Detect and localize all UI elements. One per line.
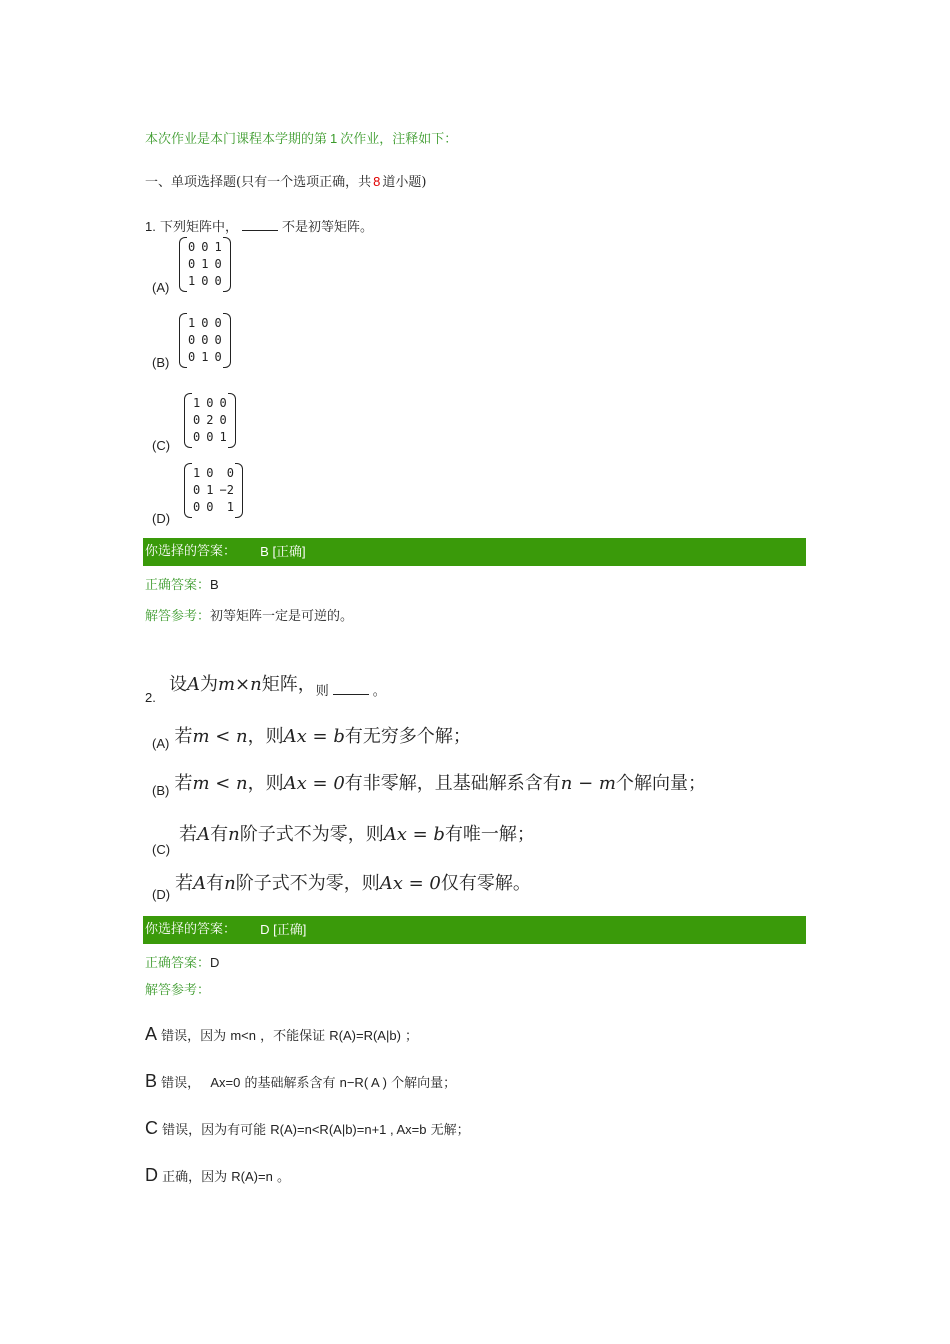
right-bracket <box>223 237 231 292</box>
q2-option-a: $_{(A)}$ 若m < n，则Ax = b有无穷多个解； <box>152 726 471 751</box>
answer-blank <box>333 682 369 695</box>
answer-blank <box>242 218 278 231</box>
matrix-cell: −2 <box>219 483 234 497</box>
q1-option-matrix-d <box>190 465 237 516</box>
matrix-cell: 0 <box>193 483 201 497</box>
q1-option-label-d: (D) <box>152 511 171 526</box>
q1-option-label-c: (C) <box>152 438 171 453</box>
right-bracket <box>235 463 243 518</box>
right-bracket <box>223 313 231 368</box>
matrix-cell: 0 <box>201 274 209 288</box>
matrix-cell: 0 <box>206 396 214 410</box>
q2-option-c: $_{(C)}$ 若A有n阶子式不为零，则Ax = b有唯一解； <box>152 824 535 857</box>
question-2-correct-answer: 正确答案：D <box>145 955 220 971</box>
matrix-cell: 1 <box>193 396 201 410</box>
matrix-cell: 0 <box>219 396 227 410</box>
matrix-cell: 0 <box>206 430 214 444</box>
matrix-cell: 0 <box>219 413 227 427</box>
question-1-stem: 1. 下列矩阵中， 不是初等矩阵。 <box>145 219 374 235</box>
matrix-cell: 1 <box>201 257 209 271</box>
q2-option-d: $_{(D)}$ 若A有n阶子式不为零，则Ax = 0仅有零解。 <box>152 873 531 902</box>
matrix-cell: 0 <box>226 466 234 480</box>
q1-option-matrix-c <box>190 395 230 446</box>
intro-line: 本次作业是本门课程本学期的第 1 次作业，注释如下： <box>145 131 458 147</box>
explanation-a: A 错误，因为 m<n ，不能保证 R(A)=R(A|b) ； <box>145 1024 419 1044</box>
matrix-cell: 0 <box>206 500 214 514</box>
left-bracket <box>179 237 187 292</box>
matrix-cell: 0 <box>214 333 222 347</box>
matrix-cell: 1 <box>188 316 196 330</box>
matrix-cell: 0 <box>214 350 222 364</box>
matrix-cell: 0 <box>201 240 209 254</box>
question-1-result-bar: 你选择的答案： B [正确] <box>143 538 806 566</box>
matrix-cell: 1 <box>206 483 214 497</box>
matrix-cell: 2 <box>206 413 214 427</box>
matrix-cell: 0 <box>214 257 222 271</box>
section-heading: 一、单项选择题(只有一个选项正确，共 8 道小题) <box>145 174 427 190</box>
q1-option-matrix-a <box>185 239 225 290</box>
matrix-cell: 0 <box>193 500 201 514</box>
question-2-reference-label: 解答参考： <box>145 983 211 998</box>
matrix-cell: 0 <box>206 466 214 480</box>
matrix-cell: 1 <box>226 500 234 514</box>
matrix-cell: 0 <box>214 274 222 288</box>
question-1-reference: 解答参考：初等矩阵一定是可逆的。 <box>145 609 354 624</box>
left-bracket <box>184 463 192 518</box>
q1-option-matrix-b <box>185 315 225 366</box>
matrix-cell: 0 <box>188 257 196 271</box>
q2-option-b: $_{(B)}$ 若m < n，则Ax = 0有非零解，且基础解系含有n − m个解向量； <box>152 773 706 798</box>
question-2-result-bar: 你选择的答案： D [正确] <box>143 916 806 944</box>
matrix-cell: 0 <box>193 430 201 444</box>
left-bracket <box>179 313 187 368</box>
matrix-cell: 1 <box>193 466 201 480</box>
question-2-stem: $_{2.}$ 设A为m×n矩阵，$_则$ $_。$ <box>145 674 386 705</box>
matrix-cell: 0 <box>188 240 196 254</box>
left-bracket <box>184 393 192 448</box>
q1-option-label-b: (B) <box>152 355 170 370</box>
matrix-cell: 0 <box>201 333 209 347</box>
q1-option-label-a: (A) <box>152 280 170 295</box>
right-bracket <box>228 393 236 448</box>
matrix-cell: 0 <box>188 350 196 364</box>
matrix-cell: 0 <box>188 333 196 347</box>
matrix-cell: 1 <box>188 274 196 288</box>
matrix-cell: 0 <box>214 316 222 330</box>
matrix-cell: 1 <box>201 350 209 364</box>
question-1-correct-answer: 正确答案：B <box>145 577 219 593</box>
matrix-cell: 0 <box>201 316 209 330</box>
matrix-cell: 0 <box>193 413 201 427</box>
matrix-cell: 1 <box>219 430 227 444</box>
matrix-cell: 1 <box>214 240 222 254</box>
explanation-c: C 错误，因为有可能 R(A)=n<R(A|b)=n+1 , Ax=b 无解； <box>145 1118 470 1138</box>
explanation-b: B 错误， Ax=0 的基础解系含有 n−R( A ) 个解向量； <box>145 1071 457 1091</box>
explanation-d: D 正确，因为 R(A)=n 。 <box>145 1165 290 1185</box>
